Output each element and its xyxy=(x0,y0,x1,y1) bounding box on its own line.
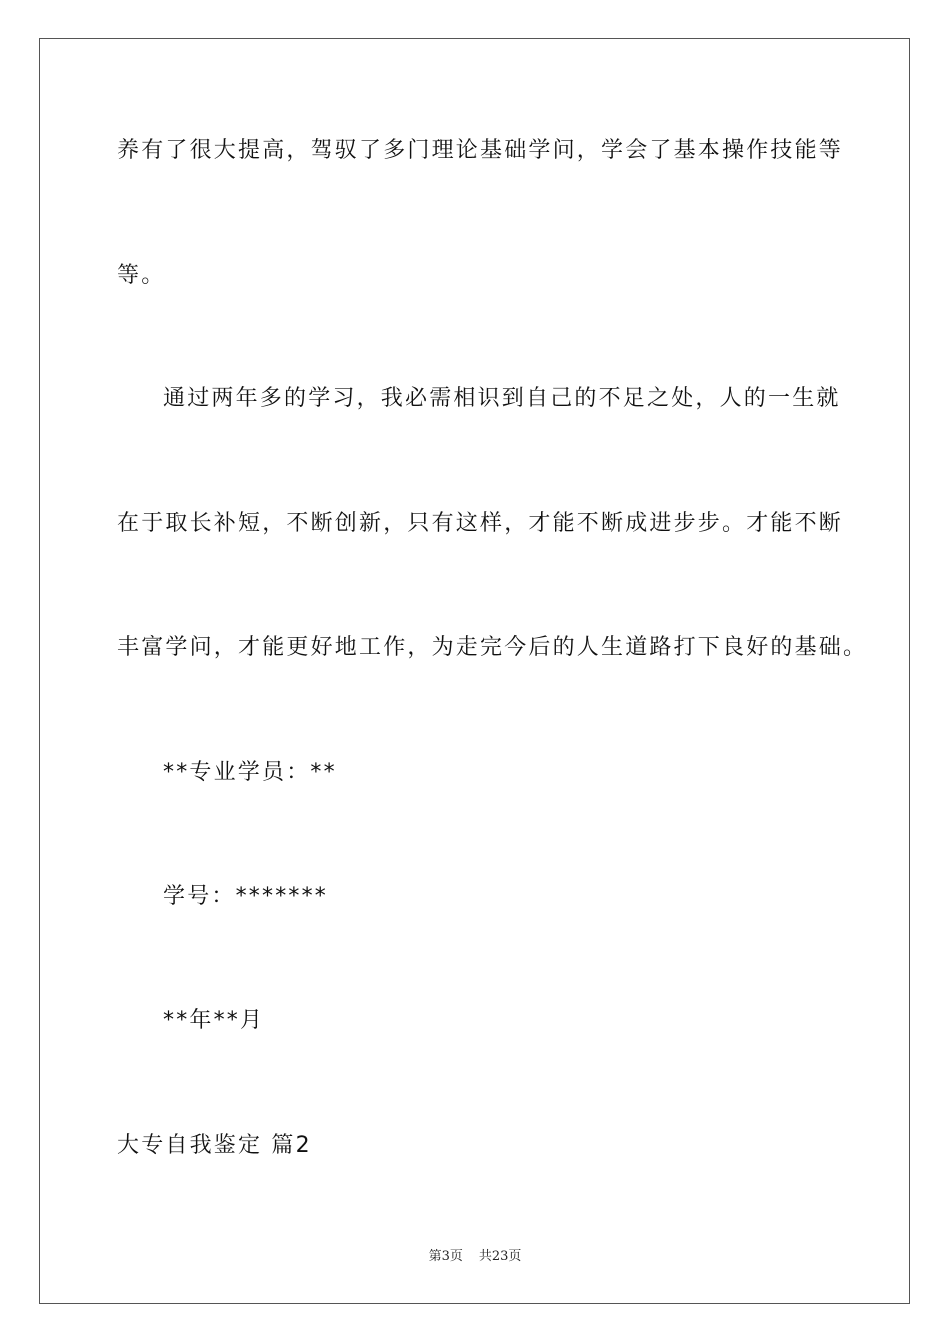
body-text-line: 养有了很大提高，驾驭了多门理论基础学问，学会了基本操作技能等 xyxy=(117,138,844,163)
body-text-line: 丰富学问，才能更好地工作，为走完今后的人生道路打下良好的基础。 xyxy=(117,635,868,660)
section-heading: 大专自我鉴定 篇2 xyxy=(117,1133,312,1158)
page-border xyxy=(39,38,910,1304)
body-text-line: 在于取长补短，不断创新，只有这样，才能不断成进步步。才能不断 xyxy=(117,511,844,536)
signature-date: **年**月 xyxy=(163,1008,265,1033)
body-text-line: 等。 xyxy=(117,263,166,288)
paragraph-start-line: 通过两年多的学习，我必需相识到自己的不足之处，人的一生就 xyxy=(163,386,841,411)
page-number-current: 第3页 xyxy=(428,1249,463,1264)
page-number-total: 共23页 xyxy=(478,1249,522,1264)
signature-student: **专业学员：** xyxy=(163,760,337,785)
signature-student-id: 学号：******* xyxy=(163,884,329,909)
page-footer xyxy=(0,1248,950,1266)
